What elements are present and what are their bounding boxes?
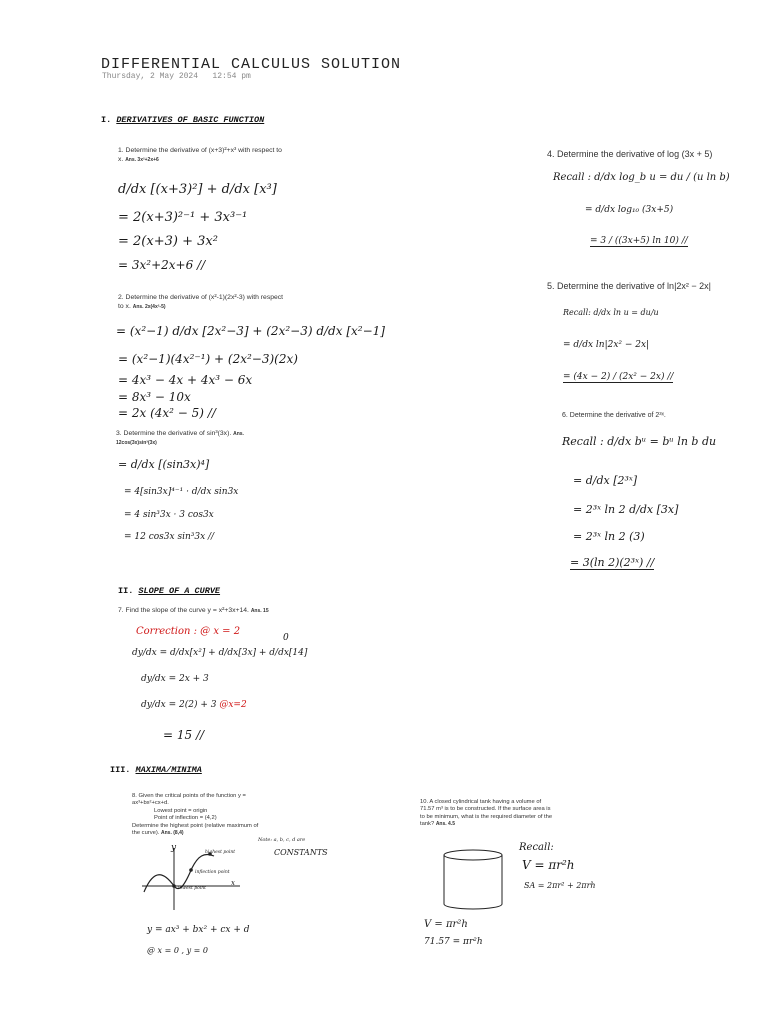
problem-6: 6. Determine the derivative of 2³ˣ. [562, 412, 666, 419]
p7-work-line-3-text: dy/dx = 2(2) + 3 [141, 700, 217, 710]
p8-note: Note: a, b, c, d are [258, 837, 306, 843]
p10-work-line-1: V = πr²h [424, 919, 468, 930]
p7-result: = 15 // [163, 728, 205, 742]
problem-2-text: 2. Determine the derivative of (x²-1)(2x²-3) with respect to x. [118, 294, 284, 310]
problem-8-answer: Ans. (8,4) [161, 830, 184, 837]
p2-work-line-1: = (x²−1) d/dx [2x²−3] + (2x²−3) d/dx [x²−1] [116, 324, 385, 338]
p6-work-line-1: Recall : d/dx bᵘ = bᵘ ln b du [562, 435, 717, 448]
problem-10-line-4: tank? [420, 821, 435, 828]
p4-work-line-1: Recall : d/dx log_b u = du / (u ln b) [553, 172, 730, 183]
section-3-heading [110, 765, 202, 775]
problem-7 [118, 607, 269, 616]
problem-2-answer: Ans. 2x(4x²-5) [132, 303, 166, 310]
cylinder-top [444, 850, 502, 860]
problem-4: 4. Determine the derivative of log (3x + 5) [547, 149, 713, 159]
document-date [102, 72, 251, 81]
problem-8-line-1: 8. Given the critical points of the function y = [132, 793, 246, 799]
p6-work-line-2: = d/dx [2³ˣ] [573, 474, 638, 487]
p8-curve-sketch [140, 842, 260, 912]
problem-10-line-3: to be minimum, what is the required diameter of the [420, 813, 553, 820]
p8-highest-label: highest point [205, 850, 236, 855]
problem-1-text: 1. Determine the derivative of (x+3)²+x³ with respect to x. [118, 147, 282, 163]
p6-work-line-3: = 2³ˣ ln 2 d/dx [3x] [573, 503, 679, 516]
problem-8-line-2: ax³+bx²+cx+d. [132, 800, 169, 807]
problem-10-answer: Ans. 4.5 [435, 821, 455, 828]
p10-surface-formula: SA = 2πr² + 2πrh [524, 881, 596, 890]
p4-work-line-2: = d/dx log₁₀ (3x+5) [585, 205, 674, 215]
cylinder-bottom [444, 904, 502, 909]
time-text: 12:54 pm [212, 72, 251, 81]
p3-work-line-1: = d/dx [(sin3x)⁴] [118, 458, 210, 471]
p8-x-axis-label: x [231, 879, 235, 887]
section-2-numeral: II. [118, 586, 134, 596]
section-3-title: MAXIMA/MINIMA [135, 765, 202, 775]
problem-8-line-5: Determine the highest point (relative maximum of [132, 822, 259, 829]
p10-recall: Recall: [519, 842, 554, 853]
p8-inflection-label: inflection point [195, 870, 230, 875]
p2-work-line-2: = (x²−1)(4x²⁻¹) + (2x²−3)(2x) [118, 352, 298, 366]
p7-zero-note: 0 [283, 633, 289, 643]
problem-10 [420, 799, 590, 829]
problem-1-answer: Ans. 3x²+2x+6 [125, 156, 159, 163]
p8-constants: CONSTANTS [274, 848, 328, 857]
p6-work-line-4: = 2³ˣ ln 2 (3) [573, 530, 645, 543]
p7-at-x-2: @x=2 [219, 700, 247, 710]
problem-10-line-2: 71.57 m³ is to be constructed. If the surface area is [420, 806, 551, 813]
date-text: Thursday, 2 May 2024 [102, 72, 199, 81]
p8-y-axis-label: y [171, 843, 177, 853]
p3-work-line-4: = 12 cos3x sin³3x // [124, 532, 215, 542]
problem-7-text: 7. Find the slope of the curve y = x²+3x+14. [118, 607, 249, 614]
p5-work-line-1: Recall: d/dx ln u = du/u [563, 308, 659, 317]
problem-2 [118, 294, 288, 311]
p2-work-line-5: = 2x (4x² − 5) // [118, 406, 216, 420]
section-1-numeral: I. [101, 115, 112, 125]
problem-8 [132, 793, 287, 837]
problem-8-line-3: Lowest point = origin [154, 807, 208, 814]
p2-work-line-3: = 4x³ − 4x + 4x³ − 6x [118, 373, 253, 387]
problem-3-text: 3. Determine the derivative of sin³(3x). [116, 430, 232, 437]
section-2-title: SLOPE OF A CURVE [138, 586, 221, 596]
section-1-title: DERIVATIVES OF BASIC FUNCTION [116, 115, 265, 125]
p8-equation: y = ax³ + bx² + cx + d [147, 925, 250, 935]
p5-work-line-3: = (4x − 2) / (2x² − 2x) // [563, 372, 674, 382]
cylinder-sketch [440, 848, 506, 912]
section-3-numeral: III. [110, 765, 131, 775]
p3-work-line-2: = 4[sin3x]⁴⁻¹ · d/dx sin3x [124, 487, 239, 497]
p1-work-line-1: d/dx [(x+3)²] + d/dx [x³] [118, 182, 277, 197]
p4-work-line-3: = 3 / ((3x+5) ln 10) // [590, 236, 688, 246]
problem-3-answer: Ans. 12cos(3x)sin³(3x) [116, 431, 244, 446]
p7-work-line-3 [141, 700, 247, 710]
p6-work-line-5: = 3(ln 2)(2³ˣ) // [570, 556, 655, 569]
p7-work-line-2: dy/dx = 2x + 3 [141, 674, 209, 684]
p1-work-line-3: = 2(x+3) + 3x² [118, 234, 218, 249]
p7-correction: Correction : @ x = 2 [136, 626, 241, 637]
problem-5: 5. Determine the derivative of ln|2x² − 2x| [547, 281, 712, 291]
p10-volume-formula: V = πr²h [522, 858, 575, 872]
p5-work-line-2: = d/dx ln|2x² − 2x| [563, 340, 650, 350]
p8-lowest-label: lowest point [178, 886, 206, 891]
p3-work-line-3: = 4 sin³3x · 3 cos3x [124, 510, 214, 520]
p8-condition: @ x = 0 , y = 0 [147, 946, 208, 955]
problem-8-line-6: the curve). [132, 830, 160, 837]
p1-work-line-4: = 3x²+2x+6 // [118, 258, 206, 272]
p7-work-line-1: dy/dx = d/dx[x²] + d/dx[3x] + d/dx[14] [132, 648, 308, 658]
section-1-heading [101, 115, 264, 125]
p1-work-line-2: = 2(x+3)²⁻¹ + 3x³⁻¹ [118, 210, 248, 225]
section-2-heading [118, 586, 220, 596]
p8-inflection-point [189, 868, 193, 872]
p2-work-line-4: = 8x³ − 10x [118, 390, 191, 404]
problem-8-line-4: Point of inflection = (4,2) [154, 815, 217, 822]
p8-lowest-point [172, 884, 176, 888]
p10-work-line-2: 71.57 = πr²h [424, 937, 483, 947]
problem-10-line-1: 10. A closed cylindrical tank having a volume of [420, 799, 542, 805]
problem-3 [116, 430, 286, 447]
document-title: DIFFERENTIAL CALCULUS SOLUTION [101, 56, 402, 73]
problem-1 [118, 147, 288, 164]
problem-7-answer: Ans. 15 [250, 608, 269, 614]
